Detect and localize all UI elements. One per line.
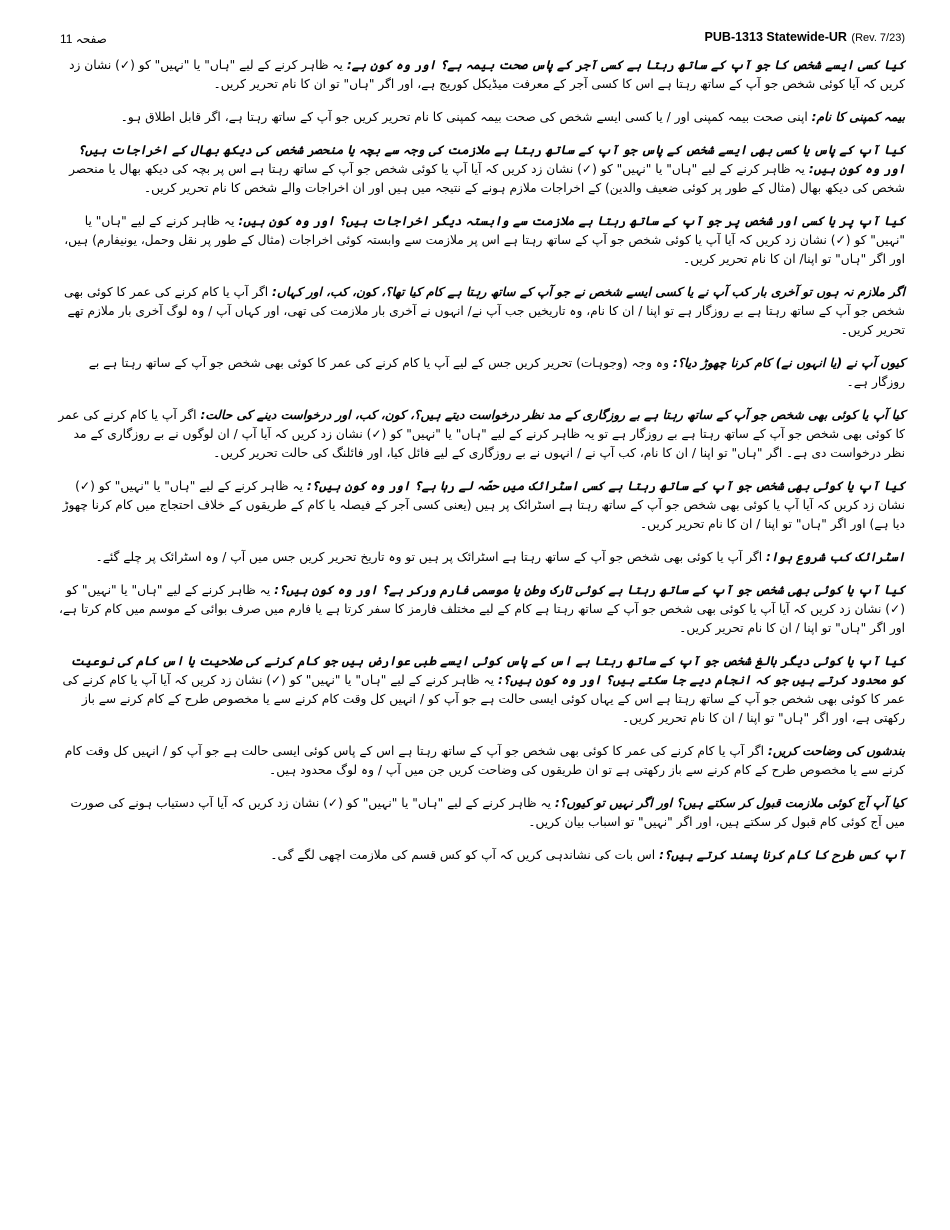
instruction-section xyxy=(57,212,905,268)
question-explanation: یہ ظاہر کرنے کے لیے "ہاں" یا "نہیں" کو (✓) نشان زد کریں کہ آیا آپ یا کوئی شخص جو آپ کے ساتھ رہتا ہے اس پر ملازمت سے وابستہ کوئی اخراجات (مثال کے طور پر نقل وحمل، یونیفارم) ہیں، اور اگر "ہاں" تو اپنا/ ان کا نام تحریر کریں۔ xyxy=(64,214,905,266)
question-explanation: یہ ظاہر کرنے کے لیے "ہاں" یا "نہیں" کو (✓) نشان زد کریں کہ آیا آپ یا کام کرنے کی عمر کا کوئی بھی شخص جو آپ کے ساتھ رہتا ہے اس کے یہاں کوئی ایسی حالت ہے جو آپ کو / انہیں کل وقت کام کرنے سے یا مخصوص طرح کے کام کرنے سے باز رکھتی ہے، اور اگر "ہاں" تو اپنا / ان کا نام تحریر کریں۔ xyxy=(62,672,905,725)
question-heading: آپ کس طرح کا کام کرنا پسند کرتے ہیں؟: xyxy=(659,848,905,862)
instruction-section xyxy=(57,56,905,94)
question-heading: کیا آپ یا کوئی بھی شخص جو آپ کے ساتھ رہتا ہے بے روزگاری کے مد نظر درخواست دیتے ہیں؟، کون، کب، اور درخواست دینے کی حالت: xyxy=(200,408,905,423)
form-revision: (Rev. 7/23) xyxy=(851,32,905,44)
question-heading: کیوں آپ نے (یا انہوں نے) کام کرنا چھوڑ دیا؟: xyxy=(672,356,905,371)
instruction-section xyxy=(57,846,905,865)
question-explanation: یہ ظاہر کرنے کے لیے "ہاں" یا "نہیں" کو (✓) نشان زد کریں کہ آیا کوئی شخص جو آپ کے ساتھ رہتا ہے اس کا کسی آجر کے معرفت میڈیکل کوریج ہے، اور اگر "ہاں" تو ان کا نام تحریر کریں۔ xyxy=(69,58,905,91)
instruction-section xyxy=(57,794,905,832)
instruction-section xyxy=(57,406,905,462)
question-heading: بیمہ کمپنی کا نام: xyxy=(811,110,905,125)
question-explanation: وہ وجہ (وجوہات) تحریر کریں جس کے لیے آپ یا کام کرنے کی عمر کا کوئی بھی شخص جو آپ کے ساتھ رہتا ہے بے روزگار ہے۔ xyxy=(88,356,905,389)
question-explanation: یہ ظاہر کرنے کے لیے "ہاں" یا "نہیں" کو (✓) نشان زد کریں کہ آیا آپ یا کوئی بھی شخص جو آپ کے ساتھ رہتا ہے کام کے لیے مختلف فارمز کا سفر کرتا ہے یا فارم میں صرف بوائی کے موسم میں کام کرتا ہے، اور اگر "ہاں" تو اپنا / ان کا نام تحریر کریں۔ xyxy=(58,583,905,635)
question-explanation: یہ ظاہر کرنے کے لیے "ہاں" یا "نہیں" کو (✓) نشان زد کریں کہ آیا آپ دستیاب ہونے کی صورت میں آج کوئی کام قبول کر سکتے ہیں، اور اگر "نہیں" تو اسباب بیان کریں۔ xyxy=(70,795,905,829)
question-heading: کیا آپ کے پاس یا کسی بھی ایسے شخص کے پاس جو آپ کے ساتھ رہتا ہے ملازمت کی وجہ سے بچہ یا منحصر شخص کی دیکھ بھال کے اخراجات ہیں؟ اور وہ کون ہیں: xyxy=(77,143,905,177)
question-explanation: اپنی صحت بیمہ کمپنی اور / یا کسی ایسے شخص کی صحت بیمہ کمپنی کا نام تحریر کریں جو آپ کے ساتھ رہتا ہے، اگر قابل اطلاق ہو۔ xyxy=(120,110,808,125)
question-heading: کیا آپ یا کوئی بھی شخص جو آپ کے ساتھ رہتا ہے کوئی تارک وطن یا موسمی فارم ورکر ہے؟ اور وہ کون ہیں؟: xyxy=(274,583,905,598)
question-heading: کیا آپ آج کوئی ملازمت قبول کر سکتے ہیں؟ اور اگر نہیں تو کیوں؟: xyxy=(554,795,905,810)
page-number: صفحہ 11 xyxy=(60,32,107,46)
page-header xyxy=(60,24,905,46)
question-explanation: اس بات کی نشاندہی کریں کہ آپ کو کس قسم کی ملازمت اچھی لگے گی۔ xyxy=(270,848,656,862)
instructions-body xyxy=(57,56,905,879)
instruction-section xyxy=(57,108,905,127)
instruction-section xyxy=(57,354,905,392)
instruction-section xyxy=(57,141,905,197)
question-heading: کیا آپ پر یا کسی اور شخص پر جو آپ کے ساتھ رہتا ہے ملازمت سے وابستہ دیگر اخراجات ہیں؟ اور وہ کون ہیں: xyxy=(238,214,905,229)
question-explanation: اگر آپ یا کام کرنے کی عمر کا کوئی بھی شخص جو آپ کے ساتھ رہتا ہے اس کے پاس کوئی ایسی حالت ہے جو آپ کو / انہیں کل وقت کام کرنے سے یا مخصوص طرح کے کام کرنے سے باز رکھتی ہے تو ان طریقوں کی وضاحت کریں جن میں آپ / وہ لوگ محدود ہیں۔ xyxy=(64,743,905,777)
form-id: PUB-1313 Statewide-UR xyxy=(704,30,847,44)
question-explanation: اگر آپ یا کام کرنے کی عمر کا کوئی بھی شخص جو آپ کے ساتھ رہتا ہے بے روزگار ہے تو یہ ظاہر کرنے کے لیے "ہاں" یا "نہیں" کو (✓) نشان زد کریں کہ آیا آپ / ان لوگوں نے بے روزگاری کے مد نظر درخواست دی ہے۔ اگر "ہاں" تو اپنا / ان کا نام، کب آپ نے / انہوں نے بے روزگاری کے لیے فائل کیا، اور فائلنگ کی حالت تحریر کریں۔ xyxy=(58,408,905,460)
instruction-section xyxy=(57,652,905,727)
instruction-section xyxy=(57,581,905,637)
question-explanation: اگر آپ یا کوئی بھی شخص جو آپ کے ساتھ رہتا ہے اسٹرائک پر ہیں تو وہ تاریخ تحریر کریں جس میں آپ / وہ اسٹرائک پر چلے گئے۔ xyxy=(95,549,763,564)
question-explanation: یہ ظاہر کرنے کے لیے "ہاں" یا "نہیں" کو (✓) نشان زد کریں کہ آیا آپ یا کوئی شخص جو آپ کے ساتھ رہتا ہے اس پر بچہ کی دیکھ بھال یا منحصر شخص کی دیکھ بھال (مثال کے طور پر کوئی ضعیف والدین) کے اخراجات ملازم ہونے کے نتیجہ میں ہیں اور ان اخراجات والے شخص کا نام تحریر کریں۔ xyxy=(69,162,905,195)
question-heading: کیا کسی ایسے شخص کا جو آپ کے ساتھ رہتا ہے کسی آجر کے پاس صحت بیمہ ہے؟ اور وہ کون ہے: xyxy=(346,58,905,72)
question-heading: کیا آپ یا کوئی دیگر بالغ شخص جو آپ کے ساتھ رہتا ہے اس کے پاس کوئی ایسے طبی عوارض ہیں جو کام کرنے کی صلاحیت یا اس کام کی نوعیت کو محدود کرتے ہیں جو کہ انجام دیے جا سکتے ہیں؟ اور وہ کون ہیں؟: xyxy=(70,654,905,687)
question-heading: اگر ملازم نہ ہوں تو آخری بار کب آپ نے یا کسی ایسے شخص نے جو آپ کے ساتھ رہتا ہے کام کیا تھا؟، کون، کب، اور کہاں: xyxy=(272,285,905,300)
instruction-section xyxy=(57,283,905,339)
instruction-section xyxy=(57,477,905,533)
form-identifier xyxy=(705,28,905,46)
question-explanation: اگر آپ یا کام کرنے کی عمر کا کوئی بھی شخص جو آپ کے ساتھ رہتا ہے بے روزگار ہے تو اپنا / ان کا نام، وہ تاریخیں جب آپ نے/ انہوں نے آخری بار ملازمت کی تھی، اور کہاں آپ / وہ لوگ آخری بار ملازم تھے تحریر کریں۔ xyxy=(63,285,905,337)
question-heading: کیا آپ یا کوئی بھی شخص جو آپ کے ساتھ رہتا ہے کسی اسٹرائک میں حصّہ لے رہا ہے؟ اور وہ کون ہیں؟: xyxy=(306,479,905,494)
instruction-section xyxy=(57,742,905,780)
question-explanation: یہ ظاہر کرنے کے لیے "ہاں" یا "نہیں" کو (✓) نشان زد کریں کہ آیا آپ یا کوئی بھی شخص جو آپ کے ساتھ رہتا ہے اسٹرائک پر ہیں (یعنی کسی آجر کے فیصلہ یا کام کے طریقوں کے خلاف احتجاج میں کام کرنا چھوڑ دیا ہے) اور اگر "ہاں" تو اپنا / ان کا نام تحریر کریں۔ xyxy=(62,479,905,531)
question-heading: اسٹرائک کب شروع ہوا: xyxy=(765,549,905,564)
question-heading: بندشوں کی وضاحت کریں: xyxy=(767,743,905,758)
instruction-section xyxy=(57,548,905,567)
